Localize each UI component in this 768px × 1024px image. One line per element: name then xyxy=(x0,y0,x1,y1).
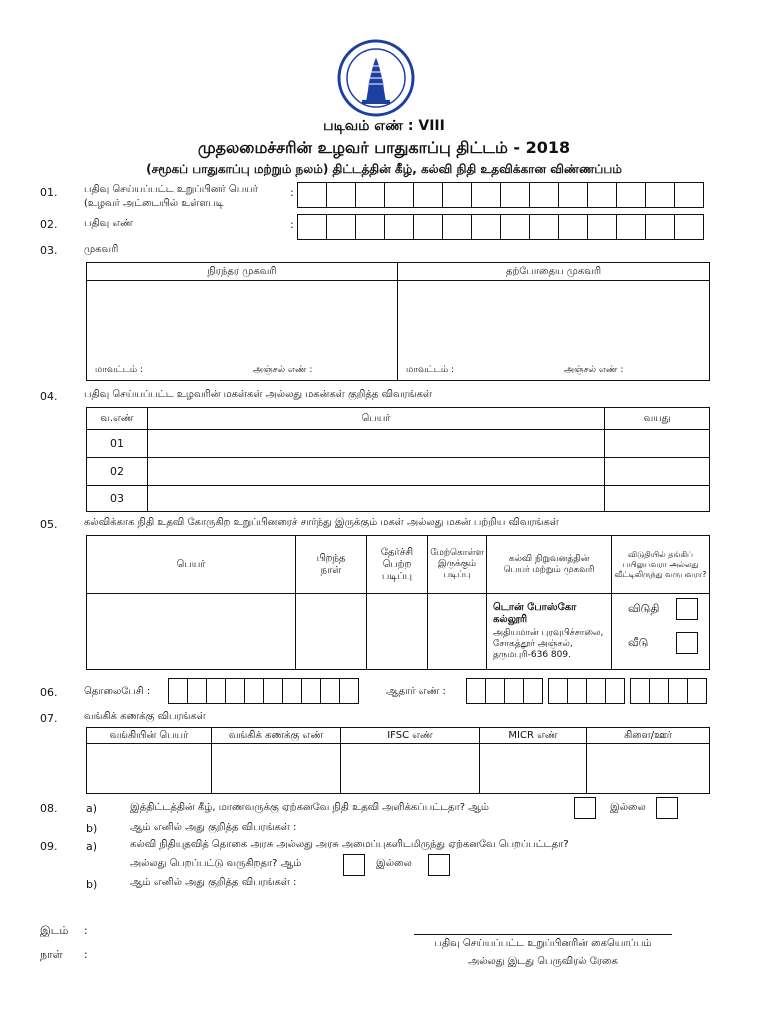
home-label: வீடு xyxy=(628,636,649,649)
q08a-no-label: இல்லை xyxy=(610,802,646,813)
thumb-impression-label: அல்லது இடது பெருவிரல் ரேகை xyxy=(468,956,618,967)
current-pincode-label: அஞ்சல் எண் : xyxy=(564,365,624,375)
current-address-header: தற்போதைய முகவரி xyxy=(398,263,710,281)
character-box[interactable] xyxy=(282,678,302,704)
character-box[interactable] xyxy=(586,678,606,704)
character-box[interactable] xyxy=(297,214,327,240)
q08b-text: ஆம் எனில் அது குறித்த விபரங்கள் : xyxy=(130,822,297,833)
character-box[interactable] xyxy=(567,678,587,704)
account-number-header: வங்கிக் கணக்கு எண் xyxy=(212,728,341,744)
character-box[interactable] xyxy=(548,678,568,704)
q07-label: வங்கிக் கணக்கு விபரங்கள் xyxy=(84,711,206,722)
dob-header-line1: பிறந்த xyxy=(316,552,346,564)
hostel-checkbox[interactable] xyxy=(676,598,698,620)
hostel-or-home-cell xyxy=(612,594,710,670)
character-box[interactable] xyxy=(616,182,646,208)
place-colon: : xyxy=(84,924,88,937)
branch-header: கிளை/ஊர் xyxy=(587,728,710,744)
q01-label: பதிவு செய்யப்பட்ட உறுப்பினர் பெயர் xyxy=(84,184,258,195)
q08-no-checkbox[interactable] xyxy=(656,797,678,819)
character-box[interactable] xyxy=(297,182,327,208)
institution-address-line2: சோகத்தூர் அஞ்சல், xyxy=(493,639,573,649)
q09a-no-label: இல்லை xyxy=(376,858,412,869)
institution-header xyxy=(487,536,612,594)
character-box[interactable] xyxy=(384,182,414,208)
q03-label: முகவரி xyxy=(84,244,119,255)
children-name-cell[interactable] xyxy=(148,458,605,486)
institution-cell xyxy=(487,594,612,670)
member-name-boxes[interactable] xyxy=(297,182,704,208)
phone-number-boxes[interactable] xyxy=(168,678,359,704)
character-box[interactable] xyxy=(384,214,414,240)
character-box[interactable] xyxy=(466,678,486,704)
character-box[interactable] xyxy=(504,678,524,704)
hostel-or-home-header xyxy=(612,536,710,594)
institution-header-line1: கல்வி நிறுவனத்தின் xyxy=(508,553,590,564)
q08-number: 08. xyxy=(40,802,58,815)
aadhaar-boxes-group2[interactable] xyxy=(548,678,625,704)
permanent-district-label: மாவட்டம் : xyxy=(95,365,144,375)
character-box[interactable] xyxy=(355,214,385,240)
character-box[interactable] xyxy=(263,678,283,704)
form-number: படிவம் எண் : VIII xyxy=(323,118,445,134)
bank-name-cell[interactable] xyxy=(87,744,212,794)
q01-colon: : xyxy=(290,186,294,199)
ifsc-header: IFSC எண் xyxy=(341,728,480,744)
institution-name: டொன் போஸ்கோ கல்லூரி xyxy=(493,602,577,625)
character-box[interactable] xyxy=(649,678,669,704)
q09-yes-checkbox[interactable] xyxy=(343,854,365,876)
pursuing-course-line3: படிப்பு xyxy=(443,570,471,580)
passed-course-line3: படிப்பு xyxy=(381,570,413,582)
q08-yes-checkbox[interactable] xyxy=(574,797,596,819)
address-table xyxy=(86,262,710,381)
hostel-header-line1: விடுதியில் தங்கிப் xyxy=(628,549,693,559)
institution-address-line3: தருமபுரி-636 809. xyxy=(493,650,571,660)
character-box[interactable] xyxy=(485,678,505,704)
passed-course-cell[interactable] xyxy=(367,594,428,670)
q01-number: 01. xyxy=(40,186,58,199)
q07-number: 07. xyxy=(40,712,58,725)
character-box[interactable] xyxy=(645,182,675,208)
page-subtitle: (சமூகப் பாதுகாப்பு மற்றும் நலம்) திட்டத்தின் கீழ், கல்வி நிதி உதவிக்கான விண்ணப்பம் xyxy=(146,162,622,176)
character-box[interactable] xyxy=(355,182,385,208)
children-name-cell[interactable] xyxy=(148,486,605,512)
children-row-number: 02 xyxy=(87,458,148,486)
children-sno-header: வ.எண் xyxy=(87,408,148,430)
q09-number: 09. xyxy=(40,840,58,853)
ifsc-cell[interactable] xyxy=(341,744,480,794)
character-box[interactable] xyxy=(674,182,704,208)
passed-course-line2: பெற்ற xyxy=(382,558,412,570)
aadhaar-boxes-group3[interactable] xyxy=(630,678,707,704)
hostel-header-line2: பயிலுபவரா அல்லது xyxy=(622,559,699,569)
aadhaar-boxes-group1[interactable] xyxy=(466,678,543,704)
page-title: முதலமைச்சரின் உழவர் பாதுகாப்பு திட்டம் - 2018 xyxy=(197,138,571,157)
character-box[interactable] xyxy=(587,214,617,240)
character-box[interactable] xyxy=(339,678,359,704)
children-row-number: 01 xyxy=(87,430,148,458)
character-box[interactable] xyxy=(326,182,356,208)
character-box[interactable] xyxy=(645,214,675,240)
q08a-marker: a) xyxy=(86,802,98,815)
q09a-marker: a) xyxy=(86,840,98,853)
character-box[interactable] xyxy=(168,678,188,704)
children-row-number: 03 xyxy=(87,486,148,512)
character-box[interactable] xyxy=(587,182,617,208)
q08a-text: இத்திட்டத்தின் கீழ், மாணவருக்கு ஏற்கனவே நிதி உதவி அளிக்கப்பட்டதா? ஆம் xyxy=(130,802,489,813)
permanent-address-cell[interactable] xyxy=(87,281,398,381)
pursuing-course-header xyxy=(428,536,487,594)
q09b-marker: b) xyxy=(86,878,98,891)
q03-number: 03. xyxy=(40,244,58,257)
character-box[interactable] xyxy=(442,214,472,240)
student-name-header: பெயர் xyxy=(87,536,296,594)
character-box[interactable] xyxy=(558,182,588,208)
current-district-label: மாவட்டம் : xyxy=(406,365,455,375)
q09b-text: ஆம் எனில் அது குறித்த விபரங்கள் : xyxy=(130,877,297,888)
dob-header-line2: நாள் xyxy=(320,564,342,576)
character-box[interactable] xyxy=(187,678,207,704)
children-table xyxy=(86,407,710,512)
q09-no-checkbox[interactable] xyxy=(428,854,450,876)
student-details-table xyxy=(86,535,710,670)
children-age-cell[interactable] xyxy=(605,430,710,458)
character-box[interactable] xyxy=(413,214,443,240)
children-age-cell[interactable] xyxy=(605,458,710,486)
children-name-header: பெயர் xyxy=(148,408,605,430)
place-label: இடம் xyxy=(40,924,69,937)
dob-header xyxy=(296,536,367,594)
q05-number: 05. xyxy=(40,518,58,531)
q02-colon: : xyxy=(290,218,294,231)
character-box[interactable] xyxy=(529,214,559,240)
hostel-header-line3: வீட்டிலிருந்து வருபவரா? xyxy=(614,569,707,579)
date-label: நாள் xyxy=(40,948,63,961)
signature-label: பதிவு செய்யப்பட்ட உறுப்பினரின் கையொப்பம் xyxy=(434,938,652,949)
account-number-cell[interactable] xyxy=(212,744,341,794)
tamilnadu-emblem-logo xyxy=(336,38,416,118)
permanent-address-header: நிரந்தர முகவரி xyxy=(87,263,398,281)
pursuing-course-line2: இருக்கும் xyxy=(437,559,477,569)
children-age-cell[interactable] xyxy=(605,486,710,512)
character-box[interactable] xyxy=(471,214,501,240)
q05-label: கல்விக்காக நிதி உதவி கோருகிற உறுப்பினரைச் சார்ந்து இருக்கும் மகள் அல்லது மகன் பற்றிய விவரங்கள் xyxy=(84,517,559,528)
bank-details-table xyxy=(86,727,710,794)
aadhaar-label: ஆதார் எண் : xyxy=(386,686,446,697)
character-box[interactable] xyxy=(668,678,688,704)
current-address-cell[interactable] xyxy=(398,281,710,381)
hostel-label: விடுதி xyxy=(628,602,660,615)
q09a-text-line2: அல்லது பெறப்பட்டு வருகிறதா? ஆம் xyxy=(130,858,302,869)
character-box[interactable] xyxy=(630,678,650,704)
character-box[interactable] xyxy=(244,678,264,704)
pursuing-course-cell[interactable] xyxy=(428,594,487,670)
q02-label: பதிவு எண் xyxy=(84,218,133,229)
passed-course-line1: தேர்ச்சி xyxy=(380,546,414,558)
character-box[interactable] xyxy=(301,678,321,704)
q06-number: 06. xyxy=(40,686,58,699)
registration-number-boxes[interactable] xyxy=(297,214,704,240)
micr-header: MICR எண் xyxy=(480,728,587,744)
institution-address-line1: அதியமான் புரவுபிச்சாலை, xyxy=(493,628,604,638)
character-box[interactable] xyxy=(605,678,625,704)
character-box[interactable] xyxy=(529,182,559,208)
micr-cell[interactable] xyxy=(480,744,587,794)
bank-name-header: வங்கியின் பெயர் xyxy=(87,728,212,744)
character-box[interactable] xyxy=(687,678,707,704)
character-box[interactable] xyxy=(225,678,245,704)
character-box[interactable] xyxy=(320,678,340,704)
children-age-header: வயது xyxy=(605,408,710,430)
date-colon: : xyxy=(84,948,88,961)
phone-label: தொலைபேசி : xyxy=(84,686,151,697)
dob-cell[interactable] xyxy=(296,594,367,670)
passed-course-header xyxy=(367,536,428,594)
permanent-pincode-label: அஞ்சல் எண் : xyxy=(253,365,313,375)
character-box[interactable] xyxy=(616,214,646,240)
character-box[interactable] xyxy=(558,214,588,240)
children-name-cell[interactable] xyxy=(148,430,605,458)
q01-label-note: (உழவர் அட்டையில் உள்ளபடி xyxy=(84,198,224,209)
signature-line[interactable] xyxy=(414,934,672,935)
character-box[interactable] xyxy=(326,214,356,240)
character-box[interactable] xyxy=(442,182,472,208)
q04-label: பதிவு செய்யப்பட்ட உழவரின் மகள்கள் அல்லது மகன்கள் குறித்த விவரங்கள் xyxy=(84,389,432,400)
q09a-text: கல்வி நிதியுதவித் தொகை அரசு அல்லது அரசு அமைப்புகளிடமிருந்து ஏற்கனவே பெறப்பட்டதா? xyxy=(130,839,569,850)
character-box[interactable] xyxy=(674,214,704,240)
q04-number: 04. xyxy=(40,390,58,403)
home-checkbox[interactable] xyxy=(676,632,698,654)
q08b-marker: b) xyxy=(86,822,98,835)
institution-header-line2: பெயர் மற்றும் முகவரி xyxy=(503,564,595,575)
student-name-cell[interactable] xyxy=(87,594,296,670)
branch-cell[interactable] xyxy=(587,744,710,794)
pursuing-course-line1: மேற்கொள்ள xyxy=(430,548,484,558)
character-box[interactable] xyxy=(500,214,530,240)
q02-number: 02. xyxy=(40,218,58,231)
character-box[interactable] xyxy=(206,678,226,704)
character-box[interactable] xyxy=(413,182,443,208)
character-box[interactable] xyxy=(471,182,501,208)
character-box[interactable] xyxy=(500,182,530,208)
character-box[interactable] xyxy=(523,678,543,704)
